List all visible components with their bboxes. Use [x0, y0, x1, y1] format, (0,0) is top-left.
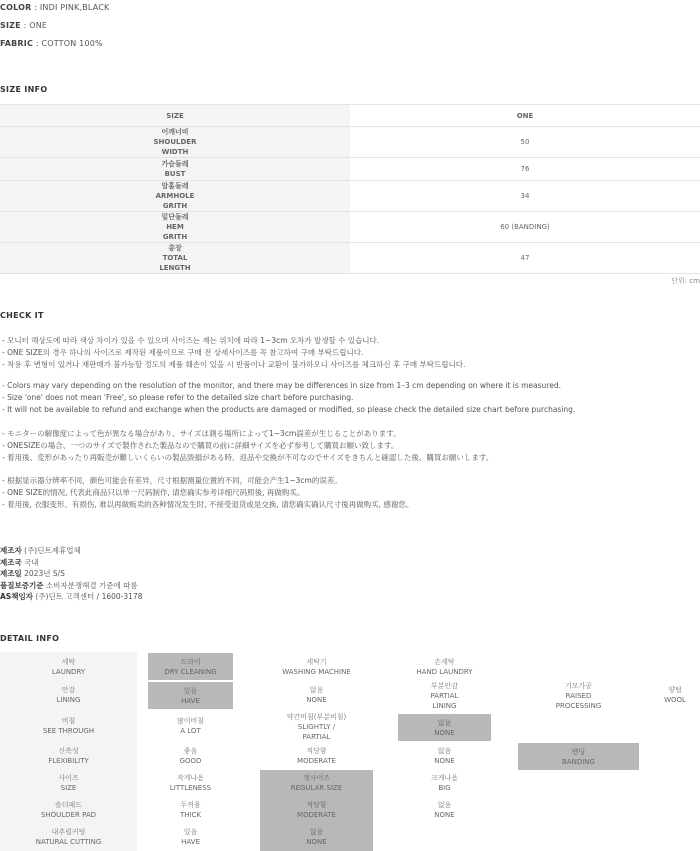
maker-line: 제조자 (주)딘트제휴업체: [0, 546, 81, 555]
option-see-through-slightly: 약간비침(부분비침) SLIGHTLY / PARTIAL: [286, 713, 347, 741]
unit-note: 단위: cm: [671, 277, 700, 285]
option-hand-laundry: 손세탁 HAND LAUNDRY: [416, 658, 473, 676]
table-row: [0, 181, 700, 212]
color-label: COLOR: [0, 3, 32, 12]
table-row: [0, 158, 700, 181]
measure-value: 50: [520, 138, 530, 146]
option-size-little: 작게나옴 LITTLENESS: [169, 774, 212, 792]
check-line: - 着用後, 衣服变形、有损伤, 难以再做贩卖的各种情况发生时, 不接受退货或是交换, 请您确实确认尺寸後再做购买, 感谢您。: [2, 500, 414, 509]
size-header-value: ONE: [516, 111, 534, 120]
option-flex-banding: 밴딩 BANDING: [518, 743, 639, 770]
size-table: [0, 104, 700, 274]
option-flex-none: 없음 NONE: [434, 747, 455, 765]
maker-line: AS책임자 (주)딘트 고객센터 / 1600-3178: [0, 592, 143, 601]
table-row: [0, 212, 700, 243]
check-it-title: CHECK IT: [0, 311, 44, 320]
check-line: - ONE SIZE的情况, 代表此商品只以单一尺码制作, 请您确实参考详细尺码照後, 再做购买。: [2, 488, 305, 497]
check-line: - Size 'one' does not mean 'Free', so please refer to the detailed size chart before purchasing.: [2, 393, 354, 402]
maker-line: 제조일 2023년 S/S: [0, 569, 65, 578]
size-header-label: SIZE: [0, 105, 350, 126]
maker-line: 제조국 국내: [0, 558, 39, 567]
option-see-through-none: 없음 NONE: [398, 714, 491, 741]
check-line: - ONESIZEの場合、一つのサイズで製作された製品なので購買の前に詳細サイズを必ず参考して購買お願い致します。: [2, 441, 399, 450]
option-cut-none: 없음 NONE: [306, 828, 327, 846]
detail-label-see-through: 비침 SEE THROUGH: [42, 717, 95, 735]
fabric-line: [0, 39, 103, 48]
option-lining-partial: 부분안감 PARTIAL LINING: [430, 682, 459, 710]
measure-value: 60 (BANDING): [500, 223, 550, 231]
fabric-value: : COTTON 100%: [35, 39, 103, 48]
table-row: [0, 243, 700, 274]
option-pad-moderate: 적당함 MODERATE: [297, 801, 336, 819]
option-wool: 양털 WOOL: [664, 686, 686, 704]
detail-label-size: 사이즈 SIZE: [58, 774, 79, 792]
maker-line: 품질보증기준 소비자분쟁해결 기준에 따름: [0, 581, 138, 590]
option-flex-good: 좋음 GOOD: [179, 747, 202, 765]
check-line: - モニターの解像度によって色が異なる場合があり、サイズは測る場所によって1~3cm誤差が生じることがあります。: [2, 429, 401, 438]
option-washing-machine: 세탁기 WASHING MACHINE: [282, 658, 351, 676]
detail-label-lining: 안감 LINING: [56, 686, 81, 704]
option-see-through-alot: 많이비침 A LOT: [176, 717, 205, 735]
measure-value: 76: [520, 165, 530, 173]
measure-label: 어깨너비 SHOULDER WIDTH: [0, 127, 350, 157]
measure-value: 34: [520, 192, 530, 200]
option-cut-have: 있음 HAVE: [181, 828, 200, 846]
detail-label-flexibility: 신축성 FLEXIBILITY: [48, 747, 89, 765]
option-size-big: 크게나옴 BIG: [430, 774, 459, 792]
detail-label-natural-cutting: 내추럴커팅 NATURAL CUTTING: [35, 828, 102, 846]
check-line: - ONE SIZE의 경우 하나의 사이즈로 제작된 제품이므로 구매 전 상세사이즈를 꼭 참고하여 구매 부탁드립니다.: [2, 348, 364, 357]
size-table-header: [0, 104, 700, 127]
measure-label: 총장 TOTAL LENGTH: [0, 243, 350, 273]
option-pad-none: 없음 NONE: [434, 801, 455, 819]
size-line: [0, 21, 47, 30]
option-lining-have: 있음 HAVE: [148, 682, 233, 709]
check-line: - 根据显示器分辨率不同，颜色可能会有差异，尺寸根据测量位置的不同，可能会产生1~3cm的误差。: [2, 476, 342, 485]
option-lining-none: 없음 NONE: [306, 686, 327, 704]
color-value: : INDI PINK,BLACK: [34, 3, 110, 12]
detail-label-laundry: 세탁 LAUNDRY: [51, 658, 86, 676]
measure-label: 암홀둘레 ARMHOLE GRITH: [0, 181, 350, 211]
fabric-label: FABRIC: [0, 39, 34, 48]
measure-label: 가슴둘레 BUST: [0, 158, 350, 180]
check-line: - It will not be available to refund and exchange when the products are damaged or modified, so please check the detailed size chart before purchasing.: [2, 405, 576, 414]
table-row: [0, 127, 700, 158]
measure-label: 밑단둘레 HEM GRITH: [0, 212, 350, 242]
size-info-title: SIZE INFO: [0, 85, 48, 94]
color-line: [0, 3, 110, 12]
option-size-regular: 정사이즈 REGULAR SIZE: [290, 774, 343, 792]
check-line: - 着用後、変形があったり再販売が難しいくらいの製品毀損がある時、返品や交換が不可なのでサイズをきちんと確認した後、購買お願いします。: [2, 453, 494, 462]
detail-info-title: DETAIL INFO: [0, 634, 60, 643]
check-line: - 모니터 해상도에 따라 색상 차이가 있을 수 있으며 사이즈는 재는 위치에 따라 1~3cm 오차가 발생할 수 있습니다.: [2, 336, 380, 345]
size-value: : ONE: [23, 21, 48, 30]
size-label: SIZE: [0, 21, 21, 30]
option-pad-thick: 두꺼움 THICK: [179, 801, 202, 819]
measure-value: 47: [520, 254, 530, 262]
check-line: - Colors may vary depending on the resolution of the monitor, and there may be differences in size from 1–3 cm depending on where it is measured.: [2, 381, 561, 390]
option-raised-processing: 기모가공 RAISED PROCESSING: [555, 682, 602, 710]
check-line: - 착용 후 변형이 있거나 재판매가 불가능할 정도의 제품 훼손이 있을 시 반품이나 교환이 불가하오니 사이즈를 체크하신 후 구매 부탁드립니다.: [2, 360, 466, 369]
detail-label-shoulder-pad: 숄더패드 SHOULDER PAD: [40, 801, 97, 819]
option-flex-moderate: 적당함 MODERATE: [297, 747, 336, 765]
option-dry-cleaning: 드라이 DRY CLEANING: [148, 653, 233, 680]
